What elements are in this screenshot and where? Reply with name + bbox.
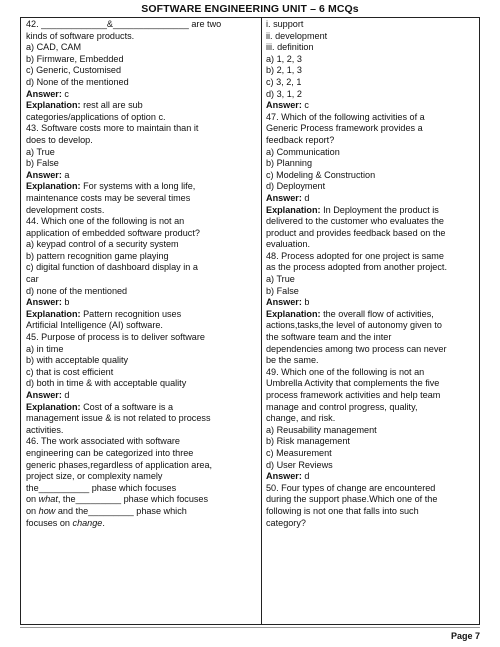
text-line xyxy=(266,390,477,402)
text-segment: Artificial Intelligence (AI) software. xyxy=(26,320,163,331)
label-text: Answer: xyxy=(266,192,305,203)
text-line xyxy=(26,42,257,54)
text-line xyxy=(26,506,257,518)
page-title: SOFTWARE ENGINEERING UNIT – 6 MCQs xyxy=(141,3,359,15)
text-line xyxy=(266,205,477,217)
label-text: Answer: xyxy=(26,88,65,99)
text-segment: 49. Which one of the following is not an xyxy=(266,366,425,377)
text-segment: c) Generic, Customised xyxy=(26,65,122,76)
text-segment: b) pattern recognition game playing xyxy=(26,250,169,261)
text-segment: c) 3, 2, 1 xyxy=(266,76,302,87)
text-line xyxy=(26,320,257,332)
text-segment: category? xyxy=(266,517,306,528)
text-segment: For systems with a long life, xyxy=(83,181,196,192)
text-segment: b) 2, 1, 3 xyxy=(266,65,302,76)
label-text: Answer: xyxy=(266,297,305,308)
text-segment: maintenance costs may be several times xyxy=(26,192,191,203)
text-segment: c xyxy=(64,88,69,99)
text-line xyxy=(26,413,257,425)
text-segment: how xyxy=(38,505,56,516)
text-line xyxy=(26,309,257,321)
text-line xyxy=(266,471,477,483)
text-line xyxy=(26,112,257,124)
text-line xyxy=(266,216,477,228)
label-text: Explanation: xyxy=(26,181,84,192)
text-line xyxy=(266,193,477,205)
label-text: Answer: xyxy=(26,169,65,180)
text-segment: change xyxy=(72,517,103,528)
text-line xyxy=(266,332,477,344)
text-segment: kinds of software products. xyxy=(26,30,135,41)
text-segment: c xyxy=(304,100,309,111)
text-line xyxy=(266,89,477,101)
text-segment: the software team and the inter xyxy=(266,332,392,343)
label-text: Answer: xyxy=(26,390,65,400)
text-segment: a xyxy=(64,169,70,180)
text-segment: b) Firmware, Embedded xyxy=(26,53,124,64)
text-line xyxy=(26,147,257,159)
text-segment: generic phases,regardless of application area, xyxy=(26,459,213,470)
text-segment: In Deployment the product is xyxy=(323,204,439,215)
text-segment: the__________ phase which focuses xyxy=(26,482,177,493)
text-segment: c) Measurement xyxy=(266,447,332,458)
text-segment: . xyxy=(102,517,105,528)
page-number: Page 7 xyxy=(450,631,480,641)
text-segment: 50. Four types of change are encountered xyxy=(266,482,436,493)
text-segment: a) True xyxy=(26,146,55,157)
text-segment: dependencies among two process can never xyxy=(266,343,447,354)
text-line xyxy=(266,170,477,182)
text-line xyxy=(26,135,257,147)
text-segment: d xyxy=(304,192,310,203)
text-line xyxy=(266,42,477,54)
text-segment: 48. Process adopted for one project is same xyxy=(266,250,444,261)
text-segment: d) Deployment xyxy=(266,181,326,192)
text-segment: 42. _____________&_______________ are two xyxy=(26,19,222,29)
text-line xyxy=(26,425,257,437)
text-segment: 43. Software costs more to maintain than it xyxy=(26,123,199,134)
left-column xyxy=(26,19,257,529)
text-line xyxy=(26,402,257,414)
text-line xyxy=(26,448,257,460)
text-line xyxy=(266,413,477,425)
label-text: Explanation: xyxy=(26,308,84,319)
text-line xyxy=(266,506,477,518)
text-segment: b) Risk management xyxy=(266,436,350,447)
text-segment: Generic Process framework provides a xyxy=(266,123,423,134)
text-line xyxy=(26,460,257,472)
text-segment: b xyxy=(64,297,70,308)
text-line xyxy=(26,483,257,495)
text-line xyxy=(266,135,477,147)
text-line xyxy=(266,494,477,506)
text-segment: c) digital function of dashboard display in a xyxy=(26,262,198,273)
content-frame xyxy=(20,17,480,625)
text-line xyxy=(26,286,257,298)
label-text: Explanation: xyxy=(266,308,324,319)
text-line xyxy=(266,228,477,240)
text-line xyxy=(266,425,477,437)
text-segment: a) Communication xyxy=(266,146,340,157)
text-segment: b) False xyxy=(26,158,59,169)
text-segment: c) Modeling & Construction xyxy=(266,169,376,180)
text-line xyxy=(266,518,477,530)
text-line xyxy=(266,158,477,170)
text-segment: on xyxy=(26,505,39,516)
text-segment: evaluation. xyxy=(266,239,310,250)
text-line xyxy=(266,286,477,298)
text-segment: delivered to the customer who evaluates the xyxy=(266,216,444,227)
text-segment: b) Planning xyxy=(266,158,313,169)
text-line xyxy=(26,367,257,379)
text-segment: process framework activities and help team xyxy=(266,390,441,400)
text-segment: b) with acceptable quality xyxy=(26,355,129,366)
text-line xyxy=(26,262,257,274)
text-line xyxy=(26,344,257,356)
text-line xyxy=(26,355,257,367)
text-line xyxy=(26,228,257,240)
text-line xyxy=(26,239,257,251)
text-line xyxy=(266,483,477,495)
text-line xyxy=(26,332,257,344)
text-segment: a) Reusability management xyxy=(266,424,377,435)
text-line xyxy=(266,251,477,263)
text-line xyxy=(26,378,257,390)
text-segment: c) that is cost efficient xyxy=(26,366,114,377)
text-segment: product and provides feedback based on the xyxy=(266,227,446,238)
column-divider xyxy=(261,18,262,624)
label-text: Answer: xyxy=(266,100,305,111)
text-segment: actions,tasks,the level of autonomy given to xyxy=(266,320,442,331)
text-segment: focuses on xyxy=(26,517,73,528)
text-segment: car xyxy=(26,274,39,285)
text-line xyxy=(26,216,257,228)
text-segment: as the process adopted from another project. xyxy=(266,262,447,273)
text-segment: a) 1, 2, 3 xyxy=(266,53,302,64)
text-line xyxy=(266,320,477,332)
text-segment: ii. development xyxy=(266,30,328,41)
text-line xyxy=(266,448,477,460)
text-segment: iii. definition xyxy=(266,42,314,53)
text-line xyxy=(266,262,477,274)
right-column xyxy=(266,19,477,529)
footer-rule xyxy=(20,627,480,628)
label-text: Explanation: xyxy=(26,100,84,111)
text-line xyxy=(26,181,257,193)
text-line xyxy=(266,123,477,135)
text-line xyxy=(266,19,477,31)
text-line xyxy=(266,112,477,124)
text-line xyxy=(26,31,257,43)
text-line xyxy=(266,436,477,448)
text-segment: 45. Purpose of process is to deliver software xyxy=(26,332,205,343)
text-segment: what xyxy=(38,494,58,505)
text-segment: activities. xyxy=(26,424,64,435)
text-segment: 44. Which one of the following is not an xyxy=(26,216,185,227)
text-segment: development costs. xyxy=(26,204,105,215)
text-segment: on xyxy=(26,494,39,505)
text-segment: application of embedded software product? xyxy=(26,227,200,238)
text-line xyxy=(266,65,477,77)
text-line xyxy=(266,54,477,66)
text-line xyxy=(266,31,477,43)
text-segment: a) in time xyxy=(26,343,64,354)
text-segment: following is not one that falls into such xyxy=(266,505,419,516)
text-segment: 47. Which of the following activities of a xyxy=(266,111,425,122)
text-line xyxy=(26,100,257,112)
label-text: Explanation: xyxy=(26,401,84,412)
text-segment: Umbrella Activity that complements the five xyxy=(266,378,440,389)
text-segment: d) None of the mentioned xyxy=(26,76,129,87)
text-line xyxy=(26,251,257,263)
text-line xyxy=(26,19,257,31)
text-segment: categories/applications of option c. xyxy=(26,111,166,122)
text-segment: manage and control progress, quality, xyxy=(266,401,418,412)
text-line xyxy=(266,239,477,251)
text-segment: d) none of the mentioned xyxy=(26,285,128,296)
text-line xyxy=(266,297,477,309)
text-line xyxy=(26,170,257,182)
text-segment: a) CAD, CAM xyxy=(26,42,82,53)
text-segment: , the_________ phase which focuses xyxy=(57,494,209,505)
text-segment: d) User Reviews xyxy=(266,459,333,470)
text-segment: Pattern recognition uses xyxy=(83,308,182,319)
text-line xyxy=(266,367,477,379)
text-line xyxy=(266,309,477,321)
text-line xyxy=(26,193,257,205)
text-segment: project size, or complexity namely xyxy=(26,471,163,482)
text-line xyxy=(266,274,477,286)
text-line xyxy=(26,77,257,89)
text-line xyxy=(266,355,477,367)
text-line xyxy=(266,378,477,390)
text-segment: rest all are sub xyxy=(83,100,143,111)
text-segment: management issue & is not related to process xyxy=(26,413,211,424)
text-line xyxy=(26,494,257,506)
text-line xyxy=(26,471,257,483)
text-segment: Cost of a software is a xyxy=(83,401,174,412)
text-segment: a) keypad control of a security system xyxy=(26,239,179,250)
text-segment: a) True xyxy=(266,274,295,285)
text-line xyxy=(266,402,477,414)
text-line xyxy=(26,158,257,170)
label-text: Explanation: xyxy=(266,204,324,215)
text-segment: d xyxy=(304,471,310,482)
text-line xyxy=(26,436,257,448)
text-line xyxy=(26,54,257,66)
text-line xyxy=(266,344,477,356)
text-segment: d) both in time & with acceptable quality xyxy=(26,378,187,389)
text-line xyxy=(26,390,257,402)
text-segment: during the support phase.Which one of the xyxy=(266,494,438,505)
text-segment: d) 3, 1, 2 xyxy=(266,88,302,99)
text-line xyxy=(266,460,477,472)
text-line xyxy=(266,147,477,159)
text-line xyxy=(26,274,257,286)
text-segment: does to develop. xyxy=(26,134,93,145)
text-segment: change, and risk. xyxy=(266,413,336,424)
text-line xyxy=(26,205,257,217)
text-line xyxy=(26,89,257,101)
text-line xyxy=(26,518,257,530)
text-segment: and the_________ phase which xyxy=(55,505,187,516)
text-line xyxy=(266,77,477,89)
text-segment: the overall flow of activities, xyxy=(323,308,434,319)
text-segment: 46. The work associated with software xyxy=(26,436,180,447)
text-segment: b xyxy=(304,297,310,308)
text-line xyxy=(26,297,257,309)
text-segment: b) False xyxy=(266,285,299,296)
text-line xyxy=(26,65,257,77)
text-line xyxy=(26,123,257,135)
text-segment: engineering can be categorized into three xyxy=(26,447,194,458)
label-text: Answer: xyxy=(26,297,65,308)
text-line xyxy=(266,181,477,193)
text-segment: i. support xyxy=(266,19,304,29)
text-segment: feedback report? xyxy=(266,134,335,145)
text-segment: d xyxy=(64,390,70,400)
text-line xyxy=(266,100,477,112)
text-segment: be the same. xyxy=(266,355,319,366)
label-text: Answer: xyxy=(266,471,305,482)
